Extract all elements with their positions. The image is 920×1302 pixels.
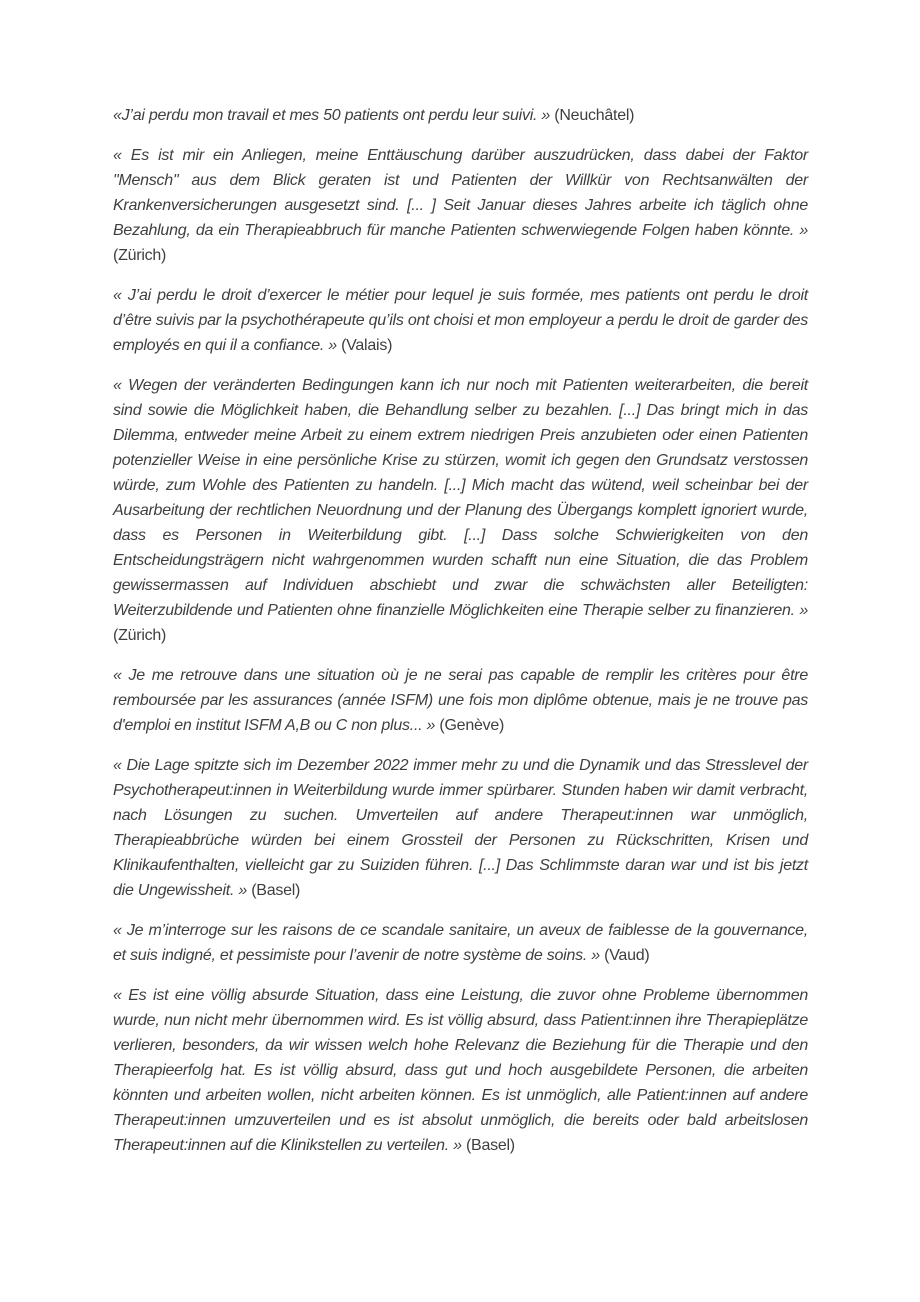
quote-attribution: (Genève)	[439, 717, 505, 734]
quote-attribution: (Neuchâtel)	[554, 107, 635, 124]
quote-text: « Je m’interroge sur les raisons de ce scandale sanitaire, un aveux de faiblesse de la gouvernance, et suis indigné, et pessimiste pour l’avenir de notre système de soins. »	[113, 922, 808, 964]
quote-attribution: (Zürich)	[113, 247, 167, 264]
quote-paragraph	[113, 983, 808, 1158]
quote-attribution: (Vaud)	[604, 947, 650, 964]
quote-paragraph	[113, 283, 808, 358]
quote-paragraph	[113, 143, 808, 268]
quote-paragraph	[113, 753, 808, 903]
quote-text: «J’ai perdu mon travail et mes 50 patients ont perdu leur suivi. »	[113, 107, 551, 124]
quote-text: « Es ist mir ein Anliegen, meine Enttäuschung darüber auszudrücken, dass dabei der Faktor "Mensch" aus dem Blick geraten ist und Patienten der Willkür von Rechtsanwälten der Krankenversicherungen ausgesetzt sind. [... ] Seit Januar dieses Jahres arbeite ich täglich ohne Bezahlung, da ein Therapieabbruch für manche Patienten schwerwiegende Folgen haben könnte. »	[113, 147, 808, 239]
quote-text: « J’ai perdu le droit d’exercer le métier pour lequel je suis formée, mes patients ont perdu le droit d’être suivis par la psychothérapeute qu’ils ont choisi et mon employeur a perdu le droit de garder des employés en qui il a confiance. »	[113, 287, 808, 354]
quote-attribution: (Zürich)	[113, 627, 167, 644]
quote-attribution: (Basel)	[465, 1137, 515, 1154]
quote-attribution: (Basel)	[251, 882, 301, 899]
quotes-section	[113, 103, 808, 1158]
quote-text: « Die Lage spitzte sich im Dezember 2022 immer mehr zu und die Dynamik und das Stresslevel der Psychotherapeut:innen in Weiterbildung wurde immer spürbarer. Stunden haben wir damit verbracht, nach Lösungen zu suchen. Umverteilen auf andere Therapeut:innen war unmöglich, Therapieabbrüche würden bei einem Grossteil der Personen zu Rückschritten, Krisen und Klinikaufenthalten, vielleicht gar zu Suiziden führen. [...] Das Schlimmste daran war und ist bis jetzt die Ungewissheit. »	[113, 757, 808, 899]
quote-paragraph	[113, 663, 808, 738]
quote-text: « Wegen der veränderten Bedingungen kann ich nur noch mit Patienten weiterarbeiten, die bereit sind sowie die Möglichkeit haben, die Behandlung selber zu bezahlen. [...] Das bringt mich in das Dilemma, entweder meine Arbeit zu einem extrem niedrigen Preis anzubieten oder einen Patienten potenzieller Weise in eine persönliche Krise zu stürzen, womit ich gegen den Grundsatz verstossen würde, zum Wohle des Patienten zu handeln. [...] Mich macht das wütend, weil scheinbar bei der Ausarbeitung der rechtlichen Neuordnung und der Planung des Übergangs komplett ignoriert wurde, dass es Personen in Weiterbildung gibt. [...] Dass solche Schwierigkeiten von den Entscheidungsträgern nicht wahrgenommen wurden schafft nun eine Situation, die das Problem gewissermassen auf Individuen abschiebt und zwar die schwächsten aller Beteiligten: Weiterzubildende und Patienten ohne finanzielle Möglichkeiten eine Therapie selber zu finanzieren. »	[113, 377, 808, 619]
quote-paragraph	[113, 918, 808, 968]
quote-paragraph	[113, 373, 808, 648]
quote-text: « Je me retrouve dans une situation où je ne serai pas capable de remplir les critères pour être remboursée par les assurances (année ISFM) une fois mon diplôme obtenue, mais je ne trouve pas d'emploi en institut ISFM A,B ou C non plus... »	[113, 667, 808, 734]
quote-attribution: (Valais)	[341, 337, 393, 354]
quote-paragraph	[113, 103, 808, 128]
quote-text: « Es ist eine völlig absurde Situation, dass eine Leistung, die zuvor ohne Probleme übernommen wurde, nun nicht mehr übernommen wird. Es ist völlig absurd, dass Patient:innen ihre Therapieplätze verlieren, besonders, da wir wissen welch hohe Relevanz die Beziehung für die Therapie und den Therapieerfolg hat. Es ist völlig absurd, dass gut und hoch ausgebildete Personen, die arbeiten könnten und arbeiten wollen, nicht arbeiten können. Es ist unmöglich, alle Patient:innen auf andere Therapeut:innen umzuverteilen und es ist absolut unmöglich, die bereits oder bald arbeitslosen Therapeut:innen auf die Klinikstellen zu verteilen. »	[113, 987, 808, 1154]
